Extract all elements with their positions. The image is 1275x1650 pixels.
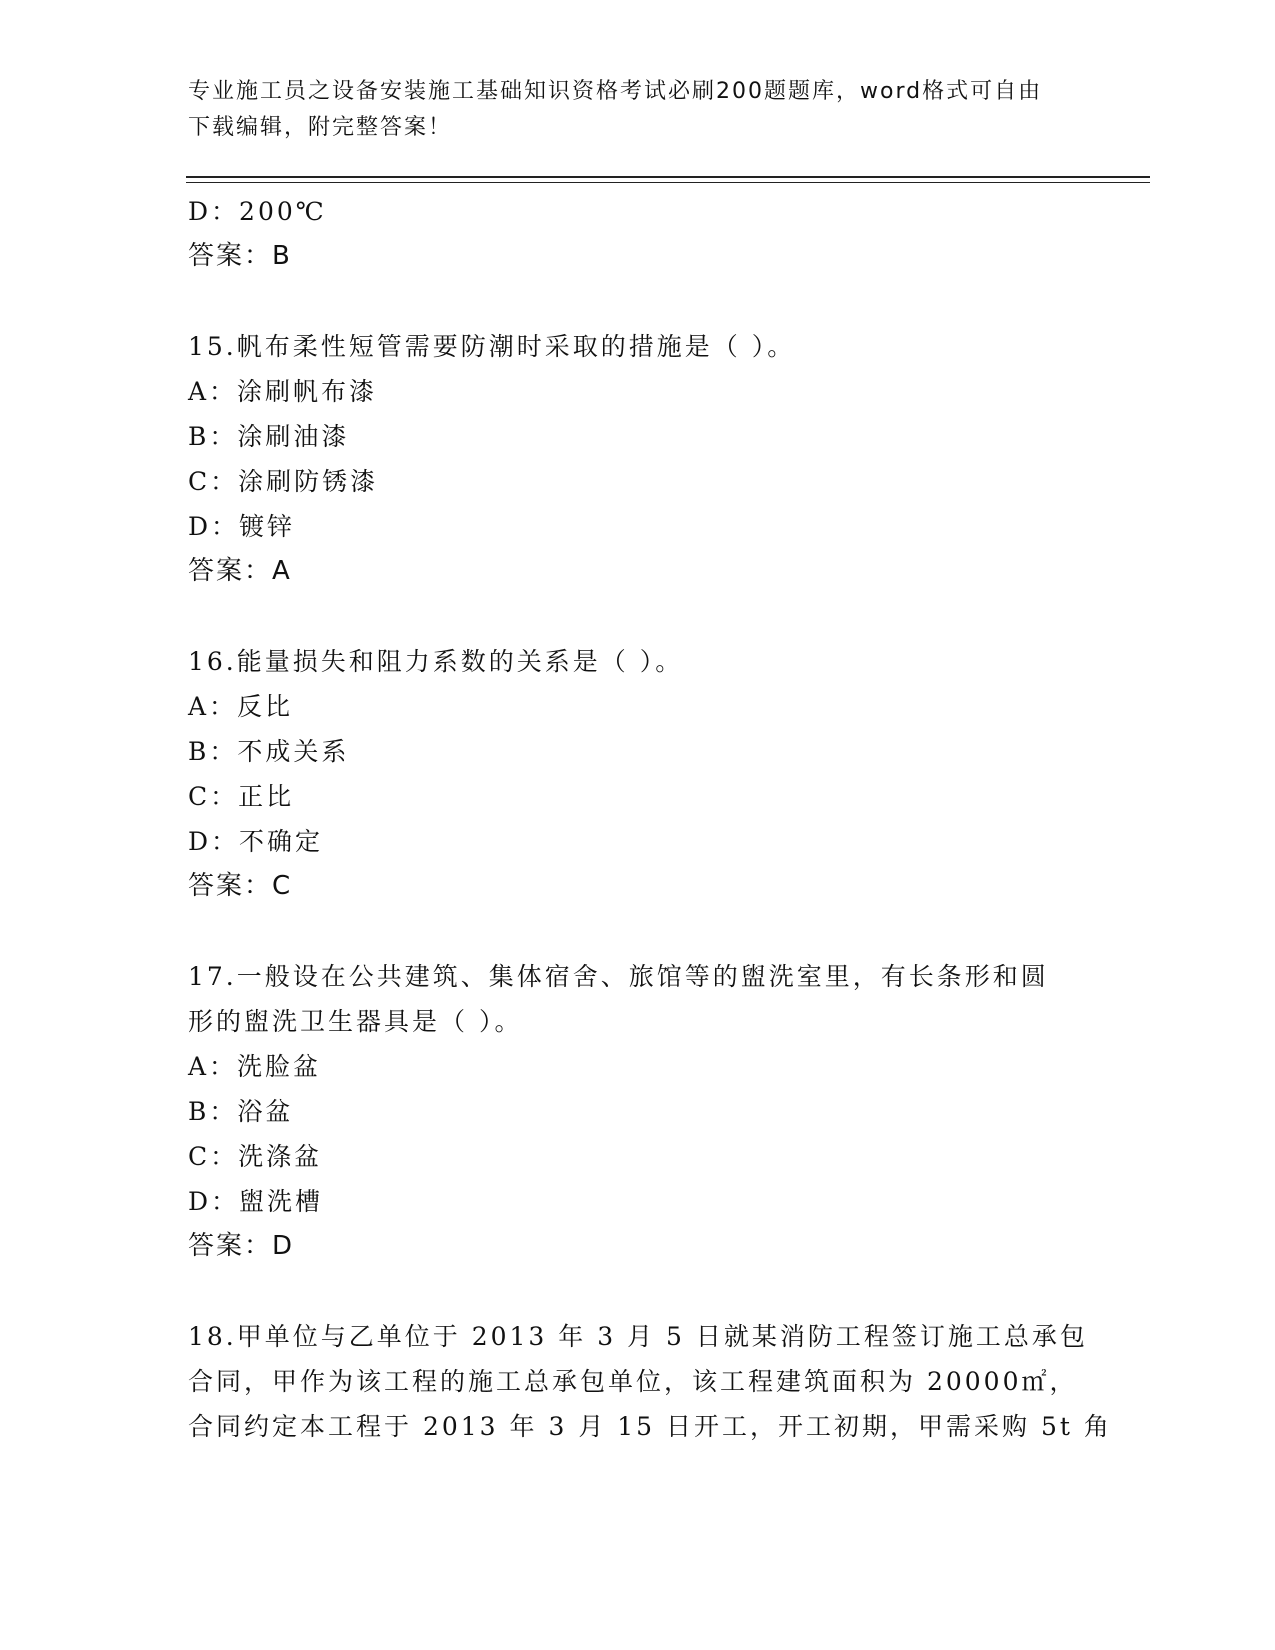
option-c: C：洗涤盆 [188,1142,323,1171]
answer: 答案：D [188,1231,295,1261]
question-stem-line-1: 17.一般设在公共建筑、集体宿舍、旅馆等的盥洗室里，有长条形和圆 [188,962,1049,991]
question-14-tail [188,189,1088,279]
question-16 [188,639,1088,909]
question-17 [188,954,1088,1269]
document-body [188,189,1112,1449]
document-header [188,74,1068,146]
option-a: A：洗脸盆 [188,1052,322,1081]
question-stem-line-3: 合同约定本工程于 2013 年 3 月 15 日开工，开工初期，甲需采购 5t 角 [188,1412,1112,1441]
option-c: C：涂刷防锈漆 [188,467,379,496]
question-stem-line-1: 18.甲单位与乙单位于 2013 年 3 月 5 日就某消防工程签订施工总承包 [188,1322,1088,1351]
option-d: D：镀锌 [188,512,296,541]
option-d: D：盥洗槽 [188,1187,324,1216]
option-b: B：不成关系 [188,737,350,766]
header-line-2: 下载编辑，附完整答案！ [188,115,453,140]
option-d: D：200℃ [188,197,327,226]
header-rule-thick [186,176,1150,178]
option-b: B：涂刷油漆 [188,422,350,451]
question-stem: 15.帆布柔性短管需要防潮时采取的措施是（ ）。 [188,332,796,361]
answer: 答案：A [188,556,292,586]
question-stem: 16.能量损失和阻力系数的关系是（ ）。 [188,647,684,676]
header-line-1: 专业施工员之设备安装施工基础知识资格考试必刷200题题库，word格式可自由 [188,79,1043,104]
question-stem-line-2: 形的盥洗卫生器具是（ ）。 [188,1007,523,1036]
spacer [188,909,1088,954]
option-c: C：正比 [188,782,295,811]
spacer [188,594,1088,639]
option-d: D：不确定 [188,827,324,856]
question-15 [188,324,1088,594]
spacer [188,279,1088,324]
header-rule-thin [186,182,1150,183]
question-18 [188,1314,1112,1449]
option-a: A：反比 [188,692,294,721]
answer: 答案：B [188,241,292,271]
answer: 答案：C [188,871,293,901]
option-a: A：涂刷帆布漆 [188,377,378,406]
spacer [188,1269,1088,1314]
option-b: B：浴盆 [188,1097,294,1126]
question-stem-line-2: 合同，甲作为该工程的施工总承包单位，该工程建筑面积为 20000㎡， [188,1367,1078,1396]
